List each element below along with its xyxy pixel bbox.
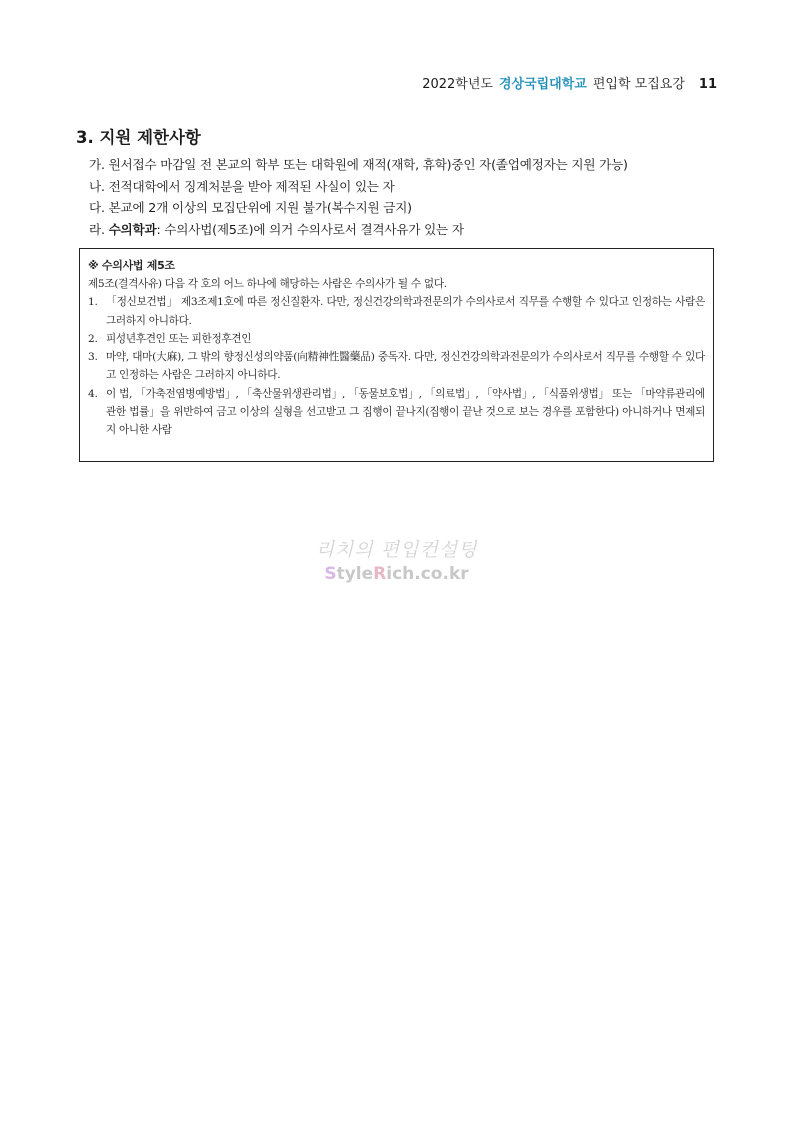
- law-item-number: 2.: [88, 332, 98, 345]
- law-item-text: 「정신보건법」 제3조제1호에 따른 정신질환자. 다만, 정신건강의학과전문의가 수의사로서 직무를 수행할 수 있다고 인정하는 사람은 그러하지 아니하다.: [106, 296, 705, 327]
- law-item-number: 1.: [88, 296, 98, 309]
- restriction-text: 원서접수 마감일 전 본교의 학부 또는 대학원에 재적(재학, 휴학)중인 자(졸업예정자는 지원 가능): [108, 157, 628, 172]
- law-item: [88, 348, 705, 385]
- restriction-item: [89, 176, 729, 198]
- restriction-list: [89, 154, 729, 240]
- law-item-text: 피성년후견인 또는 피한정후견인: [106, 332, 252, 345]
- page-header: [422, 73, 717, 92]
- law-item: [88, 330, 705, 348]
- restriction-prefix: 다.: [89, 200, 109, 215]
- watermark-site-end: ich.co.kr: [386, 564, 469, 584]
- header-year: 2022학년도: [422, 77, 493, 92]
- watermark-site: [0, 564, 793, 584]
- watermark-korean: 리치의 편입컨설팅: [315, 539, 478, 561]
- restriction-prefix: 라.: [89, 221, 109, 237]
- watermark-site-mid: tyle: [336, 564, 374, 584]
- restriction-item: [89, 219, 729, 241]
- section-title: 3. 지원 제한사항: [76, 128, 201, 147]
- law-excerpt-box: [79, 248, 714, 462]
- header-school-name: 경상국립대학교: [498, 77, 587, 92]
- law-item: [88, 293, 705, 330]
- law-item-text: 이 법, 「가축전염병예방법」, 「축산물위생관리법」, 「동물보호법」, 「의료법」, 「약사법」, 「식품위생법」 또는 「마약류관리에 관한 법률」을 위반하여 금고 이상의 실형을 선고받고 그 집행이 끝나지(집행이 끝난 것으로 보는 경우를 포함한다) 아니하거나 면제되지 아니한 사람: [106, 387, 705, 437]
- restriction-item: [89, 154, 729, 176]
- law-box-title: ※ 수의사법 제5조: [88, 259, 175, 272]
- law-item: [88, 385, 705, 440]
- law-item-number: 3.: [88, 351, 98, 364]
- restriction-strong: 수의학과: [108, 221, 157, 237]
- restriction-prefix: 나.: [89, 178, 109, 194]
- law-item-text: 마약, 대마(大麻), 그 밖의 향정신성의약품(向精神性醫藥品) 중독자. 다만, 정신건강의학과전문의가 수의사로서 직무를 수행할 수 있다고 인정하는 사람은 그러하지 아니하다.: [106, 351, 705, 382]
- header-title: 편입학 모집요강: [592, 77, 685, 92]
- restriction-prefix: 가.: [89, 157, 109, 172]
- restriction-text: : 수의사법(제5조)에 의거 수의사로서 결격사유가 있는 자: [156, 221, 464, 237]
- watermark-site-s: S: [324, 564, 337, 584]
- watermark: [0, 535, 793, 584]
- page-number: 11: [698, 77, 717, 92]
- restriction-text: 전적대학에서 징계처분을 받아 제적된 사실이 있는 자: [108, 178, 395, 194]
- restriction-item: [89, 197, 729, 219]
- law-intro: 제5조(결격사유) 다음 각 호의 어느 하나에 해당하는 사람은 수의사가 될 수 없다.: [88, 278, 447, 290]
- restriction-text: 본교에 2개 이상의 모집단위에 지원 불가(복수지원 금지): [108, 200, 412, 215]
- watermark-site-r: R: [373, 564, 387, 584]
- law-item-number: 4.: [88, 387, 98, 400]
